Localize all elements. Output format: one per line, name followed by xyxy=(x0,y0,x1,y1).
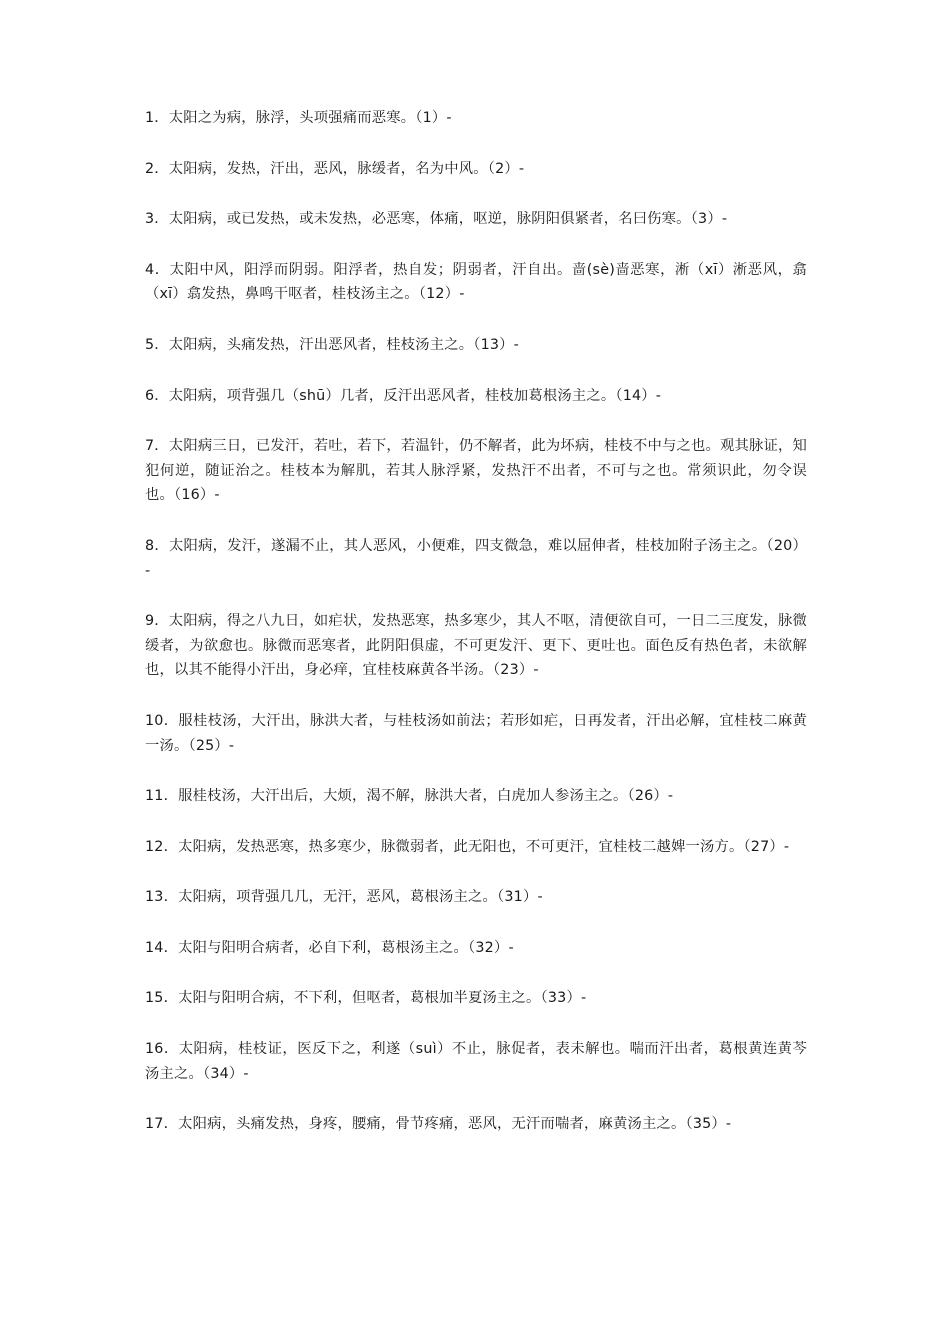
paragraph-4: 4．太阳中风，阳浮而阴弱。阳浮者，热自发；阴弱者，汗自出。啬(sè)啬恶寒，淅（xī）淅恶风，翕（xī）翕发热，鼻鸣干呕者，桂枝汤主之。（12）- xyxy=(145,261,807,303)
paragraph-7: 7．太阳病三日，已发汗，若吐，若下，若温针，仍不解者，此为坏病，桂枝不中与之也。观其脉证，知犯何逆，随证治之。桂枝本为解肌，若其人脉浮紧，发热汗不出者，不可与之也。常须识此，勿令误也。（16）- xyxy=(145,438,807,504)
document-body xyxy=(145,106,807,1163)
paragraph-13: 13．太阳病，项背强几几，无汗，恶风，葛根汤主之。（31）- xyxy=(145,889,543,906)
paragraph-8: 8．太阳病，发汗，遂漏不止，其人恶风，小便难，四支微急，难以屈伸者，桂枝加附子汤主之。（20）- xyxy=(145,537,807,579)
paragraph-17: 17．太阳病，头痛发热，身疼，腰痛，骨节疼痛，恶风，无汗而喘者，麻黄汤主之。（35）- xyxy=(145,1116,732,1133)
paragraph-6: 6．太阳病，项背强几（shū）几者，反汗出恶风者，桂枝加葛根汤主之。（14）- xyxy=(145,387,662,404)
paragraph-10: 10．服桂枝汤，大汗出，脉洪大者，与桂枝汤如前法；若形如疟，日再发者，汗出必解，宜桂枝二麻黄一汤。（25）- xyxy=(145,712,807,754)
paragraph-12: 12．太阳病，发热恶寒，热多寒少，脉微弱者，此无阳也，不可更汗，宜桂枝二越婢一汤方。（27）- xyxy=(145,838,790,855)
paragraph-16: 16．太阳病，桂枝证，医反下之，利遂（suì）不止，脉促者，表未解也。喘而汗出者，葛根黄连黄芩汤主之。（34）- xyxy=(145,1041,807,1082)
paragraph-1: 1．太阳之为病，脉浮，头项强痛而恶寒。（1）- xyxy=(145,110,452,126)
paragraph-5: 5．太阳病，头痛发热，汗出恶风者，桂枝汤主之。（13）- xyxy=(145,336,520,353)
paragraph-14: 14．太阳与阳明合病者，必自下利，葛根汤主之。（32）- xyxy=(145,939,514,956)
paragraph-9: 9．太阳病，得之八九日，如疟状，发热恶寒，热多寒少，其人不呕，清便欲自可，一日二三度发，脉微缓者，为欲愈也。脉微而恶寒者，此阴阳俱虚，不可更发汗、更下、更吐也。面色反有热色者，未欲解也，以其不能得小汗出，身必痒，宜桂枝麻黄各半汤。（23）- xyxy=(145,613,807,679)
paragraph-3: 3．太阳病，或已发热，或未发热，必恶寒，体痛，呕逆，脉阴阳俱紧者，名曰伤寒。（3）- xyxy=(145,211,728,228)
paragraph-11: 11．服桂枝汤，大汗出后，大烦，渴不解，脉洪大者，白虎加人参汤主之。（26）- xyxy=(145,788,674,805)
paragraph-2: 2．太阳病，发热，汗出，恶风，脉缓者，名为中风。（2）- xyxy=(145,160,525,177)
paragraph-15: 15．太阳与阳明合病，不下利，但呕者，葛根加半夏汤主之。（33）- xyxy=(145,990,587,1007)
